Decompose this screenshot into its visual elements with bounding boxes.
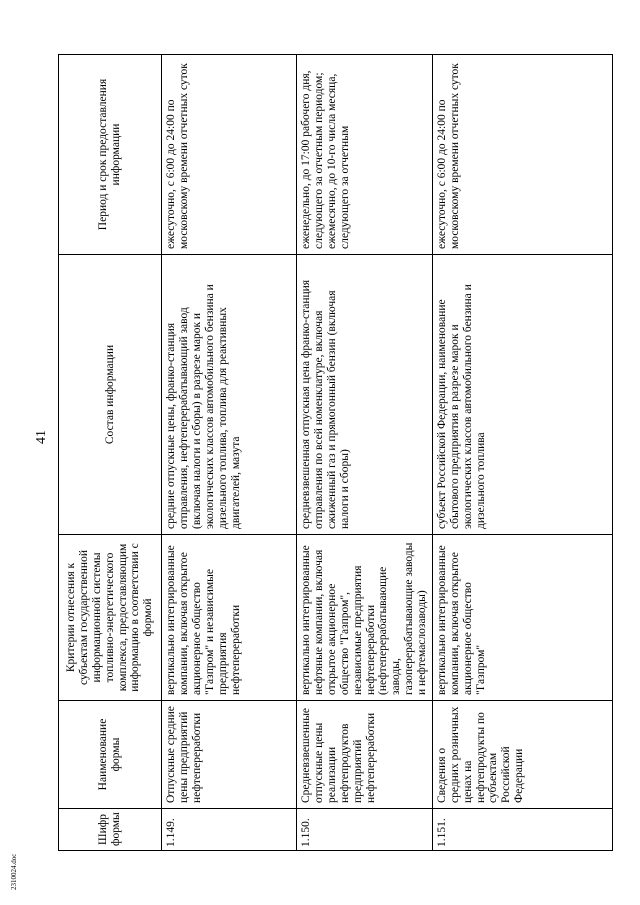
row-name: Средневзвешенные отпускные цены реализации нефтепродуктов предприятий нефтепереработки xyxy=(297,701,433,809)
row-period: ежесуточно, с 6:00 до 24:00 по московскому времени отчетных суток xyxy=(162,55,297,255)
row-composition: субъект Российской Федерации, наименование сбытового предприятия в разрезе марок и экологических классов автомобильного бензина и дизельного топлива xyxy=(432,255,612,535)
row-criteria: вертикально интегрированные нефтяные компании, включая открытое акционерное общество "Газпром", независимые предприятия нефтепереработки (нефтеперерабатывающие заводы, газоперерабатывающие заводы и нефтемаслозаводы) xyxy=(297,535,433,701)
row-criteria: вертикально интегрированные компании, включая открытое акционерное общество "Газпром" и независимые предприятия нефтепереработки xyxy=(162,535,297,701)
row-composition: средневзвешенная отпускная цена франко-станция отправления по всей номенклатуре, включая сжиженный газ и прямогонный бензин (включая налоги и сборы) xyxy=(297,255,433,535)
table-row xyxy=(162,55,297,851)
rotated-table-container xyxy=(58,55,608,851)
table-row xyxy=(432,55,612,851)
row-name: Сведения о средних розничных ценах на нефтепродукты по субъектам Российской Федерации xyxy=(432,701,612,809)
header-name: Наименование формы xyxy=(59,701,162,809)
row-code: 1.151. xyxy=(432,809,612,851)
header-code: Шифр формы xyxy=(59,809,162,851)
row-period: ежесуточно, с 6:00 до 24:00 по московскому времени отчетных суток xyxy=(432,55,612,255)
row-period: еженедельно, до 17:00 рабочего дня, следующего за отчетным периодом; ежемесячно, до 10-го числа месяца, следующего за отчетным xyxy=(297,55,433,255)
row-composition: средние отпускные цены, франко-станция отправления, нефтеперерабатывающий завод (включая налоги и сборы) в разрезе марок и экологических классов автомобильного бензина и дизельного топлива, топлива для реактивных двигателей, мазута xyxy=(162,255,297,535)
header-criteria: Критерии отнесения к субъектам государственной информационной системы топливно-энергетического комплекса, предоставляющим информацию в соответствии с формой xyxy=(59,535,162,701)
row-code: 1.149. xyxy=(162,809,297,851)
document-code: 2310024.doc xyxy=(10,853,18,890)
row-name: Отпускные средние цены предприятий нефтепереработки xyxy=(162,701,297,809)
row-criteria: вертикально интегрированные компании, включая открытое акционерное общество "Газпром" xyxy=(432,535,612,701)
page-number: 41 xyxy=(34,430,49,444)
row-code: 1.150. xyxy=(297,809,433,851)
header-period: Период и срок предоставления информации xyxy=(59,55,162,255)
table-header-row xyxy=(59,55,162,851)
header-composition: Состав информации xyxy=(59,255,162,535)
table-row xyxy=(297,55,433,851)
forms-table xyxy=(58,54,613,851)
